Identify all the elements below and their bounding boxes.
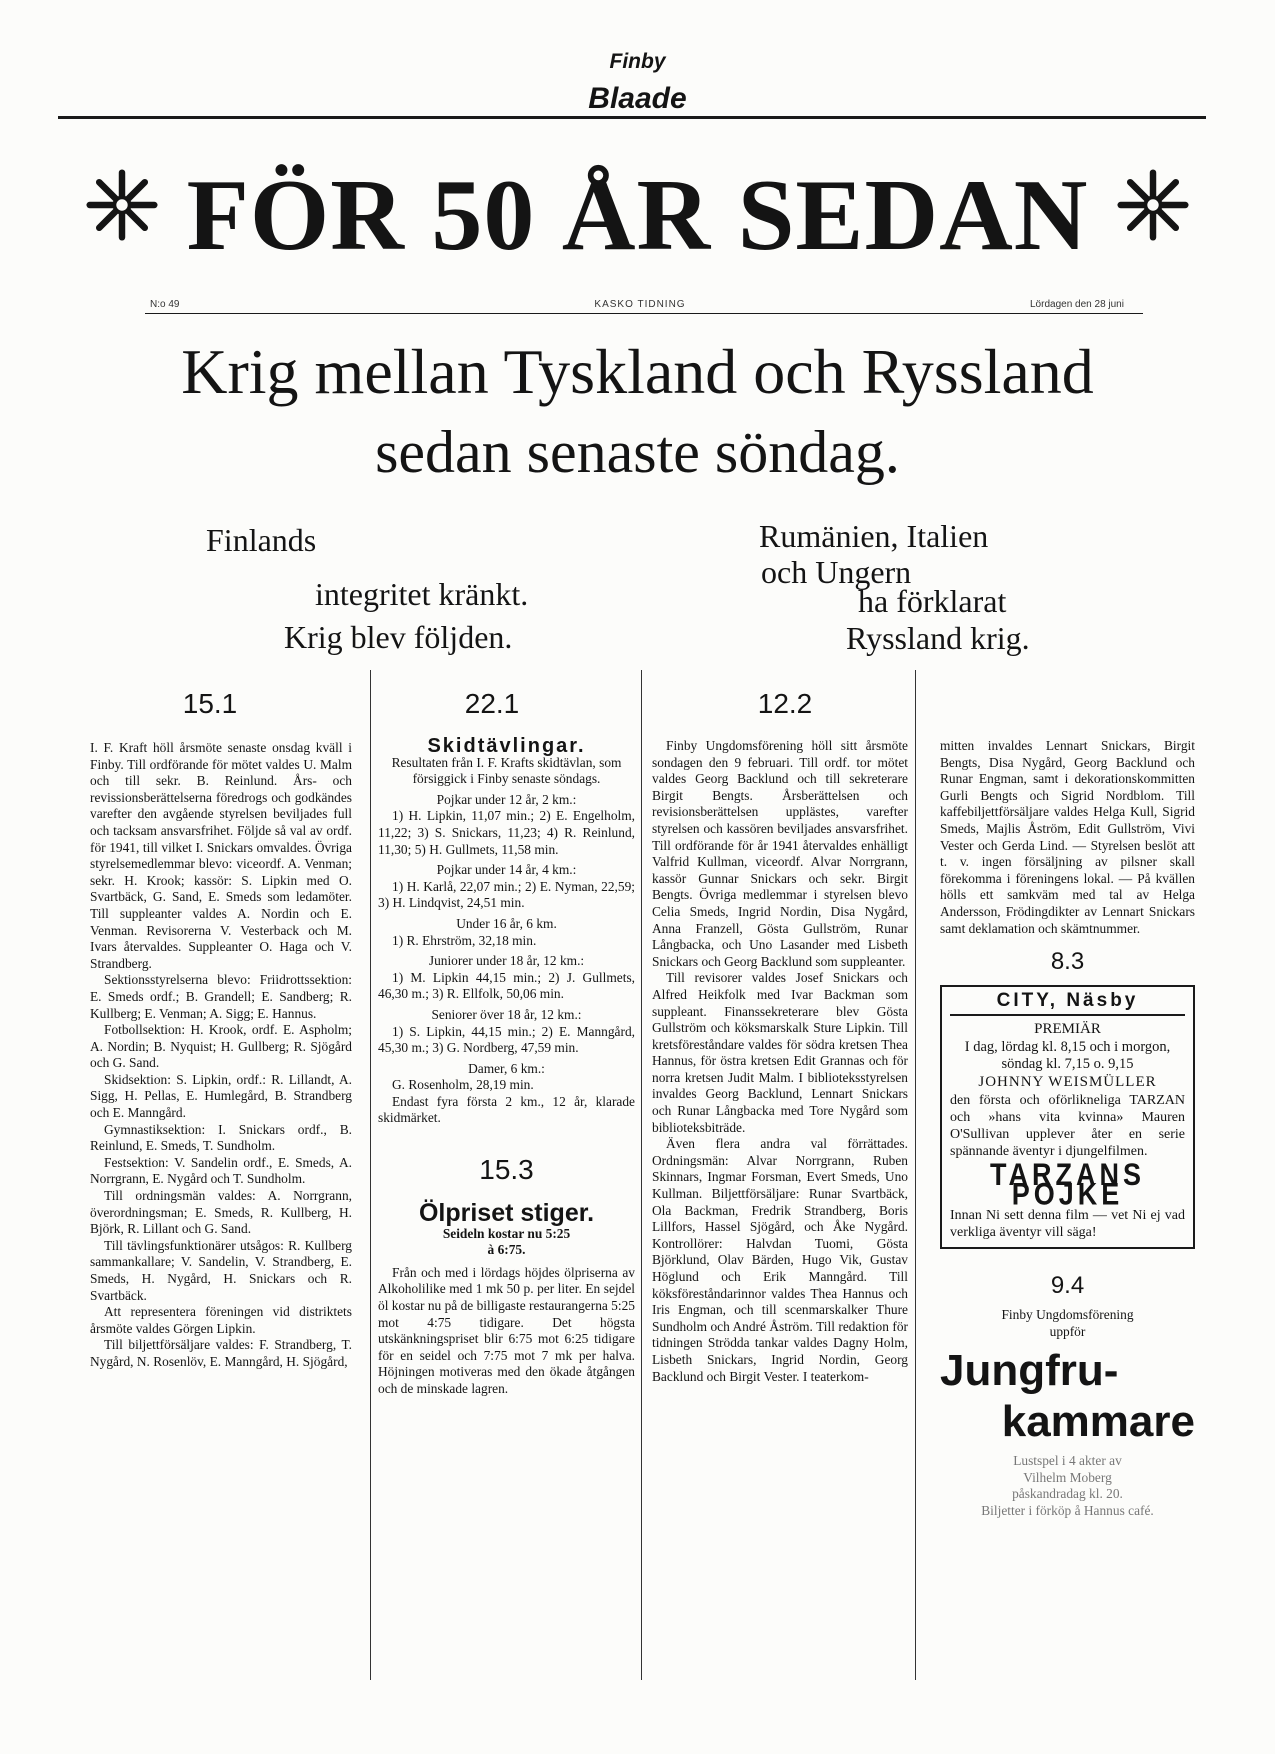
city-ad-film: TARZANS POJKE	[990, 1157, 1145, 1211]
col1-para: I. F. Kraft höll årsmöte senaste onsdag kväll i Finby. Till ordförande för mötet valdes U. Malm och till sekr. B. Reinlund. Års- och revissionsberättelserna föredrogs och godkändes varefter den avgående styrelsen beviljades full och tacksam ansvarsfrihet. Följde så val av ordf. för 1941, till vilket I. Snickars omvaldes. Övriga styrelsemedlemmar blevo: viceordf. A. Venman; sekr. H. Krook; kassör: S. Lipkin med O. Svartbäck, G. Sand, E. Smeds som ledamöter. Till suppleanter valdes A. Nordin och E. Venman. Revisorerna V. Vesterback och M. Ivars återvaldes. Suppleanter O. Haga och V. Strandberg.	[90, 740, 352, 971]
col2-date: 22.1	[464, 688, 520, 719]
skid-class-heading: Juniorer under 18 år, 12 km.:	[428, 953, 585, 969]
column-rule-2	[641, 670, 642, 1680]
col1-para: Gymnastiksektion: I. Snickars ordf., B. Reinlund, E. Smeds, T. Sundholm.	[90, 1121, 352, 1154]
theatre-title-line1: Jungfru-	[940, 1346, 1119, 1396]
strip-name: KASKO TIDNING	[594, 299, 686, 310]
city-ad-star: JOHNNY WEISMÜLLER	[978, 1073, 1157, 1090]
col1-para: Fotbollsektion: H. Krook, ordf. E. Aspholm; A. Nordin; B. Nyquist; H. Gullberg; R. Sjögård och G. Sand.	[90, 1022, 352, 1071]
masthead-line1: Finby	[609, 50, 666, 73]
theatre-title-line2: kammare	[1001, 1396, 1195, 1446]
col4-date2: 9.4	[1050, 1271, 1085, 1299]
main-headline-line2: sedan senaste söndag.	[375, 419, 900, 485]
col4-para: mitten invaldes Lennart Snickars, Birgit Bengts, Disa Nygård, Georg Backlund och Runar Engman, samt i dekorationskommitten Gurli Bengts och Sigrid Nordblom. Till kaffebiljettförsäljare valdes Helga Kull, Sigrid Smeds, Majlis Åström, Edit Gullström, Vivi Vester och Gerda Lind. — Styrelsen beslöt att t. v. ingen försäljning av pilsner skall förekomma i föreningens lokal. — På kvällen hölls ett samkväm med tal av Helga Andersson, Frödingdikter av Lennart Snickars samt deklamation och skämtnummer.	[940, 738, 1195, 936]
column-rule-1	[370, 670, 371, 1680]
olpriset-title: Ölpriset stiger.	[418, 1199, 595, 1228]
theatre-uppfor: uppför	[1049, 1323, 1086, 1339]
main-headline-line1: Krig mellan Tyskland och Ryssland	[181, 336, 1094, 407]
masthead-rule	[58, 116, 1206, 119]
sub-right-line3: ha förklarat	[858, 583, 1007, 619]
skid-result: 1) R. Ehrström, 32,18 min.	[392, 932, 537, 948]
strip-date: Lördagen den 28 juni	[1030, 299, 1124, 310]
col1-para: Till ordningsmän valdes: A. Norrgrann, överordningsman; E. Smeds, R. Kullberg, H. Björk, R. Lillant och G. Sand.	[90, 1188, 352, 1237]
column-1	[90, 740, 352, 1371]
sub-right-line4: Ryssland krig.	[846, 620, 1030, 656]
theatre-author: Vilhelm Moberg	[1023, 1469, 1112, 1485]
sub-left-line3: Krig blev följden.	[284, 619, 513, 655]
theatre-date: påskandradag kl. 20.	[1012, 1486, 1123, 1502]
skidtavlingar-title: Skidtävlingar.	[427, 735, 586, 757]
asterisk-left-icon	[84, 167, 160, 243]
col1-para: Skidsektion: S. Lipkin, ordf.: R. Lillandt, A. Sigg, H. Pellas, E. Humlegård, B. Strandberg och E. Manngård.	[90, 1071, 352, 1121]
olpriset-sub: Seideln kostar nu 5:25	[442, 1225, 571, 1241]
asterisk-right-icon	[1115, 167, 1191, 243]
headline-text: FÖR 50 ÅR SEDAN	[186, 159, 1089, 272]
skid-result: 1) H. Karlå, 22,07 min.; 2) E. Nyman, 22,59; 3) H. Lindqvist, 24,51 min.	[378, 878, 635, 911]
col1-para: Till tävlingsfunktionärer utsågos: R. Kullberg sammankallare; V. Sandelin, V. Strandberg, E. Smeds, H. Nygård, H. Snickars och R. Svartbäck.	[90, 1237, 352, 1303]
theatre-org: Finby Ungdomsförening	[1001, 1306, 1134, 1322]
col3-para: Finby Ungdomsförening höll sitt årsmöte sondagen den 9 februari. Till ordf. tor mötet valdes Georg Backlund och till sekreterare Birgit Bengts. Årsberättelsen och revisionsberättelsen upplästes, varefter styrelsen och kassören beviljades ansvarsfrihet. Till ordförande för år 1941 återvaldes enhälligt Valfrid Kullman, viceordf. Alvar Norrgrann, kassör Gunnar Snickars och sekr. Birgit Bengts. Övriga medlemmar i styrelsen blevo Celia Smeds, Ingrid Nordin, Disa Nygård, Anna Franzell, Gösta Gullström, Runar Långbacka, och Uno Lasander med Lisbeth Snickars och Georg Backlund som suppleanter.	[652, 738, 908, 969]
city-ad-tag: Innan Ni sett denna film — vet Ni ej vad verkliga äventyr vill säga!	[950, 1207, 1185, 1240]
city-ad-times: I dag, lördag kl. 8,15 och i morgon, söndag kl. 7,15 o. 9,15	[964, 1038, 1171, 1072]
col3-para: Även flera andra val förrättades. Ordningsmän: Alvar Norrgrann, Ruben Skinnars, Ingmar Forsman, Evert Smeds, Uno Kullman. Biljettförsäljare: Runar Svartbäck, Ola Backman, Fredrik Strandberg, Boris Lillfors, Hassel Sjögård, och Åke Nygård. Kontrollörer: Halvdan Tuomi, Gösta Björklund, Olav Bärden, Hugo Vik, Gustav Höglund och Erik Manngård. Till köksföreståndarinnor valdes Thea Hannus och Iris Engman, och till scenmarskalker Thure Sundholm och André Åström. Till redaktion för tidningen Strödda tankar valdes Dagny Holm, Lisbeth Snickars, Ingrid Nordin, Georg Backlund och Birgit Vester. I teaterkom-	[652, 1136, 908, 1384]
city-ad	[940, 985, 1195, 1249]
col2-date2: 15.3	[479, 1154, 534, 1186]
col1-para: Festsektion: V. Sandelin ordf., E. Smeds, A. Norrgrann, E. Nygård och T. Sundholm.	[90, 1154, 352, 1187]
col1-para: Att representera föreningen vid distriktets årsmöte valdes Görgen Lipkin.	[90, 1304, 352, 1336]
city-ad-desc: den första och oförlikneliga TARZAN och »hans vita kvinna» Mauren O'Sullivan upplever åter en serie spännande äventyr i djungelfilmen.	[950, 1092, 1185, 1159]
skid-result: 1) S. Lipkin, 44,15 min.; 2) E. Manngård, 45,30 m.; 3) G. Nordberg, 47,59 min.	[378, 1023, 635, 1056]
skid-result: 1) H. Lipkin, 11,07 min.; 2) E. Engelholm, 11,22; 3) S. Snickars, 11,23; 4) R. Reinlund, 11,30; 5) H. Gullmets, 11,58 min.	[378, 808, 635, 857]
skid-result: Endast fyra första 2 km., 12 år, klarade skidmärket.	[378, 1093, 635, 1126]
col4-date: 8.3	[1050, 948, 1085, 976]
sub-left-line1: Finlands	[206, 522, 317, 558]
col1-para: Sektionsstyrelserna blevo: Friidrottssektion: E. Smeds ordf.; B. Grandell; E. Sandberg; R. Kullberg; E. Venman; A. Sigg; E. Hannus.	[90, 972, 352, 1021]
skid-class-heading: Seniorer över 18 år, 12 km.:	[431, 1006, 582, 1022]
column-3	[652, 738, 908, 1385]
col1-date: 15.1	[182, 688, 238, 719]
skid-class-heading: Damer, 6 km.:	[468, 1060, 545, 1076]
column-2	[378, 735, 635, 1398]
col3-date: 12.2	[757, 688, 813, 719]
col3-para: Till revisorer valdes Josef Snickars och Alfred Heikfolk med Ivar Backman som suppleant. Finanssekreterare blev Gösta Gullström och köksmarskalk Sture Lipkin. Till kretsföreståndare valdes för södra kretsen Thea Hannus, för östra kretsen Edit Grannas och för norra kretsen Judit Malm. I biblioteksstyrelsen invaldes Georg Backlund, Lennart Snickars och Runar Långbacka med Tore Nygård som biblioteksbiträde.	[652, 970, 908, 1135]
column-4	[940, 738, 1195, 1520]
olpriset-body: Från och med i lördags höjdes ölpriserna av Alkoholilike med 1 mk 50 p. per liter. En sejdel öl kostar nu på de billigaste restaurangerna 5:25 mot 4:75 tidigare. Det högsta utskänkningspriset blir 6:75 mot 6:25 tidigare för en seidel och 7:75 mot 7 mk per halva. Höjningen motiveras med den ökade åtgången och de minskade lagren.	[378, 1264, 635, 1396]
page-headline	[0, 160, 1275, 272]
theatre-tickets: Biljetter i förköp å Hannus café.	[981, 1503, 1154, 1519]
col1-para: Till biljettförsäljare valdes: F. Strandberg, T. Nygård, N. Rosenlöv, E. Manngård, H. Sjögård,	[90, 1337, 352, 1369]
city-ad-title: CITY, Näsby	[950, 993, 1185, 1016]
column-rule-3	[915, 670, 916, 1680]
skid-class-heading: Under 16 år, 6 km.	[456, 915, 557, 931]
skid-result: G. Rosenholm, 28,19 min.	[392, 1077, 534, 1093]
olpriset-sub: à 6:75.	[487, 1242, 526, 1258]
skid-result: 1) M. Lipkin 44,15 min.; 2) J. Gullmets, 46,30 m.; 3) R. Ellfolk, 50,06 min.	[378, 969, 635, 1002]
masthead-line2: Blaade	[588, 82, 687, 115]
city-ad-premiar: PREMIÄR	[1034, 1020, 1101, 1037]
sub-left-line2: integritet kränkt.	[315, 576, 529, 612]
sub-right-line2: och Ungern	[761, 554, 912, 590]
skid-intro: Resultaten från I. F. Krafts skidtävlan, som försiggick i Finby senaste söndags.	[391, 754, 622, 787]
skid-class-heading: Pojkar under 12 år, 2 km.:	[436, 791, 577, 807]
skid-class-heading: Pojkar under 14 år, 4 km.:	[436, 862, 577, 878]
theatre-akter: Lustspel i 4 akter av	[1013, 1453, 1122, 1469]
strip-rule	[145, 313, 1143, 314]
strip-number: N:o 49	[150, 299, 180, 310]
sub-right-line1: Rumänien, Italien	[759, 518, 989, 554]
